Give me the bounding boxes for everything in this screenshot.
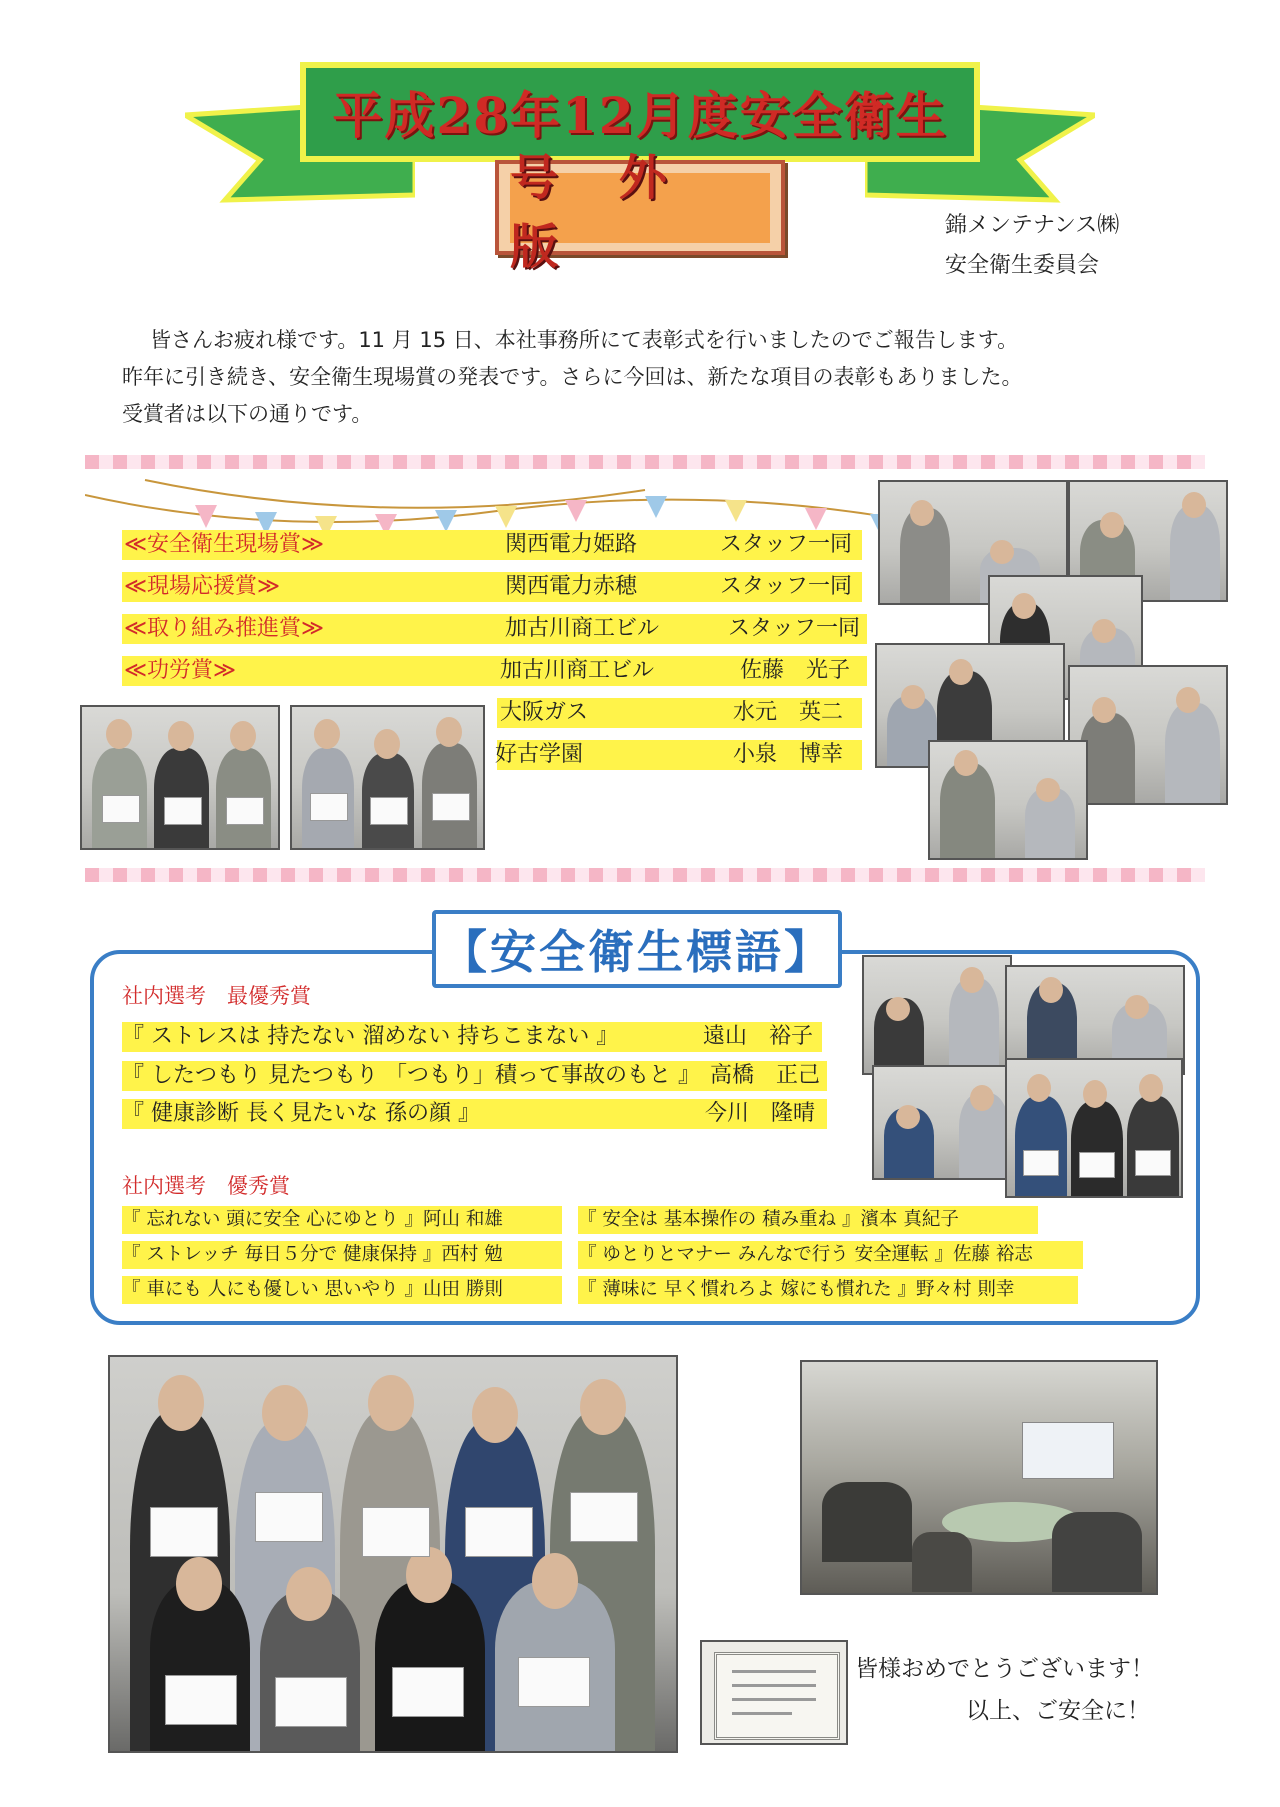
excellent-slogan: 『 ゆとりとマナー みんなで行う 安全運転 』佐藤 裕志 [578,1244,1033,1265]
slogan-photo-3 [872,1065,1020,1180]
intro-line-1: 皆さんお疲れ様です。11 月 15 日、本社事務所にて表彰式を行いましたのでご報告します。 [150,328,1019,352]
slogan-author: 遠山 裕子 [703,1024,814,1049]
large-group-photo [108,1355,678,1753]
edition-label: 号 外 版 [510,149,689,275]
award-recipient: スタッフ一同 [728,616,861,641]
award-label: ≪現場応援賞≫ [124,574,281,599]
best-award-heading: 社内選考 最優秀賞 [122,984,311,1008]
award-place: 関西電力赤穂 [505,574,638,599]
slogan-photo-1 [862,955,1012,1075]
closing-congrats: 皆様おめでとうございます！ [855,1656,1154,1682]
excellent-award-heading: 社内選考 優秀賞 [122,1174,290,1198]
meeting-room-photo [800,1360,1158,1595]
edition-badge [495,149,785,275]
intro-line-3: 受賞者は以下の通りです。 [122,402,373,426]
award-place: 好古学園 [495,742,584,767]
committee-name: 安全衛生委員会 [945,253,1100,278]
excellent-slogan: 『 忘れない 頭に安全 心にゆとり 』阿山 和雄 [122,1209,503,1230]
section-divider-bottom [85,868,1205,882]
company-name: 錦メンテナンス㈱ [945,213,1120,238]
award-recipient: 佐藤 光子 [740,658,851,683]
slogan-text: 『 したつもり 見たつもり 「つもり」積って事故のもと 』 [122,1063,700,1088]
award-recipient: スタッフ一同 [720,532,853,557]
excellent-slogan: 『 安全は 基本操作の 積み重ね 』濱本 真紀子 [578,1209,959,1230]
excellent-slogan: 『 薄味に 早く慣れろよ 嫁にも慣れた 』野々村 則幸 [578,1279,1015,1300]
excellent-slogan: 『 車にも 人にも優しい 思いやり 』山田 勝則 [122,1279,503,1300]
slogan-title: 【安全衛生標語】 [441,925,833,979]
award-recipient: 小泉 博幸 [733,742,844,767]
award-label: ≪功労賞≫ [124,658,237,683]
slogan-author: 高橋 正己 [710,1063,821,1088]
ceremony-photo-6 [928,740,1088,860]
award-place: 関西電力姫路 [505,532,638,557]
slogan-text: 『 ストレスは 持たない 溜めない 持ちこまない 』 [122,1024,619,1049]
slogan-text: 『 健康診断 長く見たいな 孫の顔 』 [122,1101,480,1126]
award-place: 大阪ガス [500,700,589,725]
intro-line-2: 昨年に引き続き、安全衛生現場賞の発表です。さらに今回は、新たな項目の表彰もありました。 [122,365,1023,389]
group-photo-1 [80,705,280,850]
award-label: ≪取り組み推進賞≫ [124,616,325,641]
ceremony-photo-5 [1068,665,1228,805]
award-label: ≪安全衛生現場賞≫ [124,532,325,557]
certificate-photo [700,1640,848,1745]
group-photo-2 [290,705,485,850]
slogan-author: 今川 隆晴 [705,1101,816,1126]
section-divider-top [85,455,1205,469]
banner-title: 平成28年12月度安全衛生 [332,86,948,145]
award-recipient: スタッフ一同 [720,574,853,599]
slogan-photo-4 [1005,1058,1183,1198]
closing-safety: 以上、ご安全に！ [966,1698,1150,1724]
slogan-title-box [432,910,842,988]
award-place: 加古川商工ビル [500,658,655,683]
award-recipient: 水元 英二 [733,700,844,725]
excellent-slogan: 『 ストレッチ 毎日５分で 健康保持 』西村 勉 [122,1244,503,1265]
award-place: 加古川商工ビル [505,616,660,641]
